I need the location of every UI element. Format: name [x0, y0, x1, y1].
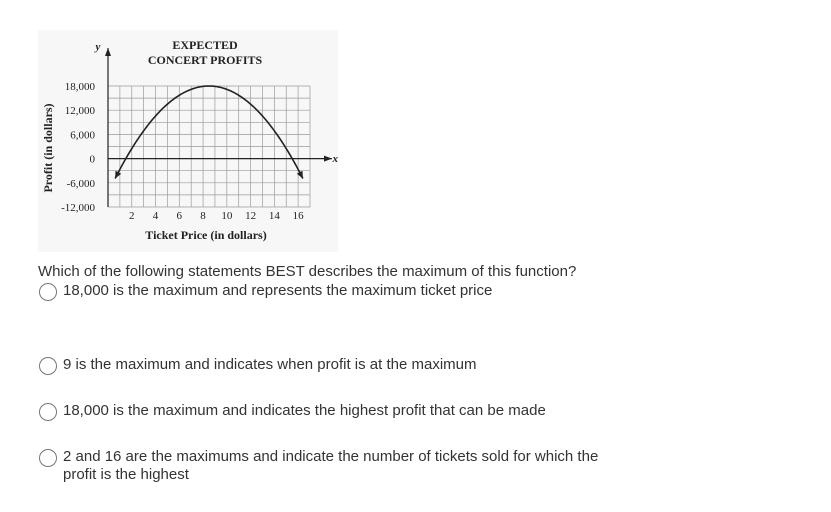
question-text: Which of the following statements BEST describes the maximum of this function? [38, 263, 577, 280]
y-tick-label: 12,000 [64, 105, 95, 118]
answer-option-4-label: 2 and 16 are the maximums and indicate the number of tickets sold for which the profit is the highest [63, 448, 599, 483]
x-tick-label: 16 [292, 210, 304, 222]
y-tick-label: 18,000 [64, 81, 95, 93]
y-tick-label: 6,000 [70, 129, 95, 142]
answer-option-3-label: 18,000 is the maximum and indicates the highest profit that can be made [63, 402, 546, 419]
radio-circle-icon[interactable] [39, 283, 57, 301]
answer-option-2[interactable] [38, 356, 798, 375]
x-tick-label: 12 [245, 210, 257, 222]
x-tick-label: 4 [152, 210, 159, 222]
answer-option-4[interactable] [38, 448, 798, 484]
answer-option-1-label: 18,000 is the maximum and represents the maximum ticket price [63, 282, 493, 299]
y-axis-label: Profit (in dollars) [41, 103, 55, 193]
x-tick-label: 8 [200, 210, 206, 222]
x-axis-symbol: x [332, 153, 338, 165]
radio-circle-icon[interactable] [39, 449, 57, 467]
profit-chart [38, 30, 338, 252]
x-axis-label: Ticket Price (in dollars) [145, 228, 267, 242]
answer-option-3[interactable] [38, 402, 798, 421]
x-tick-label: 2 [129, 210, 135, 222]
chart-title-line-2: CONCERT PROFITS [147, 53, 263, 67]
y-tick-label: -6,000 [66, 177, 95, 190]
chart-svg [38, 30, 338, 252]
x-tick-label: 10 [221, 210, 233, 222]
radio-circle-icon[interactable] [39, 357, 57, 375]
answer-option-2-label: 9 is the maximum and indicates when profit is at the maximum [63, 356, 477, 373]
chart-title-line-1: EXPECTED [172, 38, 238, 52]
y-tick-label: 0 [89, 153, 95, 166]
x-tick-label: 14 [268, 210, 280, 222]
answer-option-1[interactable] [38, 282, 798, 301]
x-tick-label: 6 [176, 210, 183, 222]
radio-circle-icon[interactable] [39, 403, 57, 421]
y-axis-symbol: y [95, 41, 101, 53]
y-tick-label: -12,000 [61, 202, 95, 214]
